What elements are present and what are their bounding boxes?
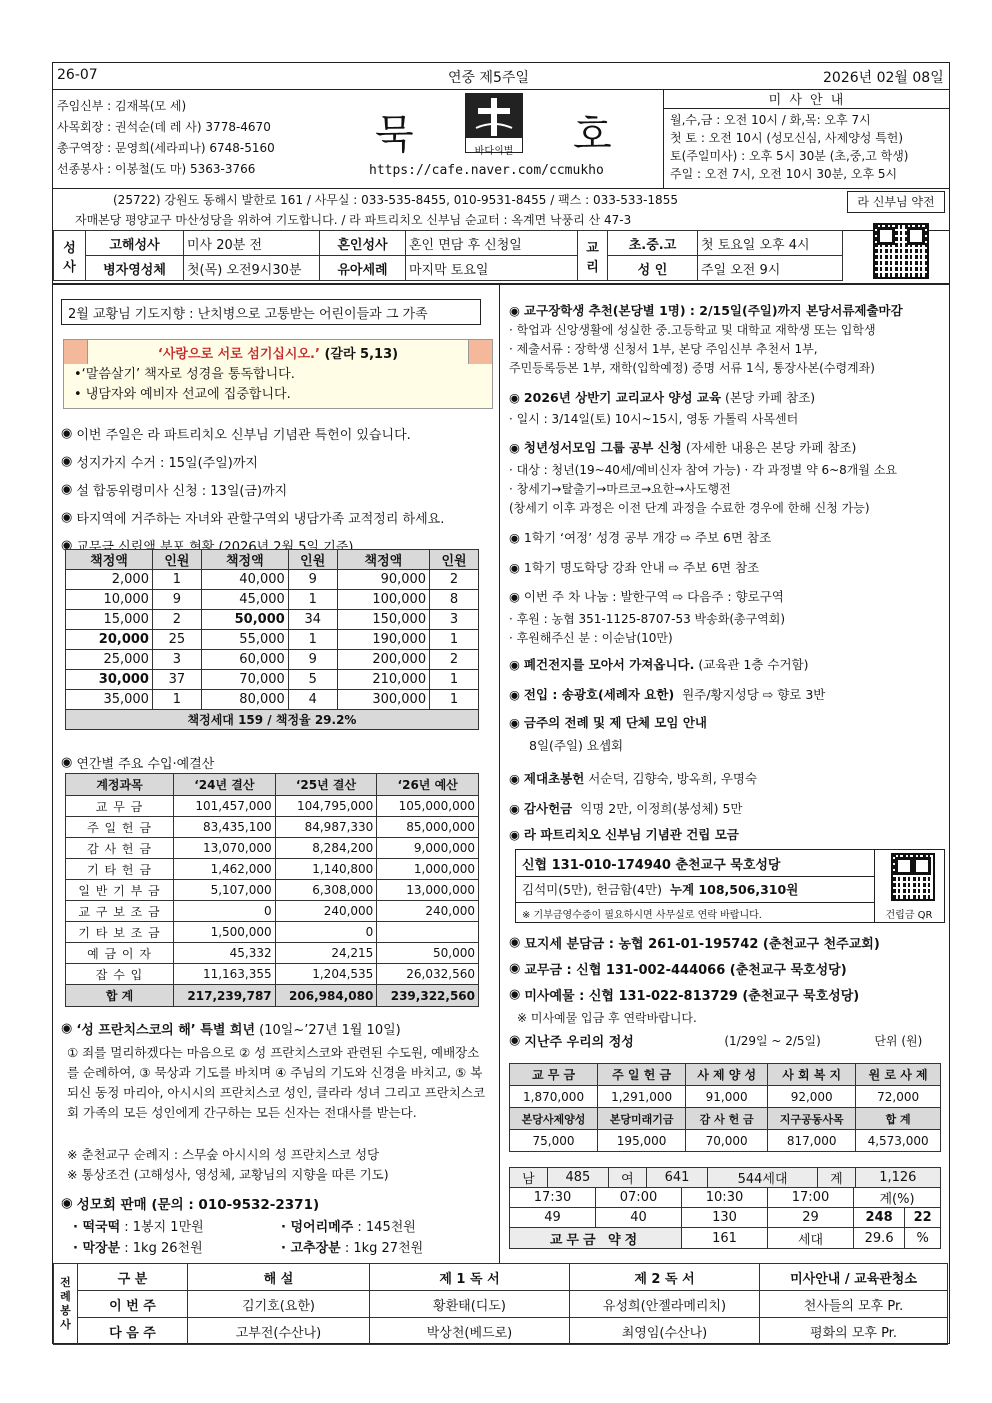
pledge-row: 30,000 37 70,000 5 210,000 1 <box>66 670 479 690</box>
pledge-table: 책정액 인원 책정액 인원 책정액 인원 2,000 1 40,000 9 90,000 2 10,000 9 45,000 1 100,000 8 15,000 2 50,000 34 150,000 3 20,000 25 55,000 1 190,000 1 25,000 3 60,000 9 200,000 2 30,000 37 70,000 5 210,000 1 35,000 1 80,000 4 300,000 1 책정세대 159 / 책정율 29.2% <box>65 549 479 730</box>
theme-bar-left <box>64 340 88 364</box>
budget-row: 교 구 보 조 금 0 240,000 240,000 <box>66 901 479 922</box>
sacrament-side: 성 사 <box>54 231 86 281</box>
mass-guide <box>663 89 950 188</box>
profile-qr-icon[interactable] <box>873 223 929 279</box>
offering-table: 교 무 금 주 일 헌 금 사 제 양 성 사 회 복 지 원 로 사 제 1,870,000 1,291,000 91,000 92,000 72,000 본당사제양성 본당미래기금 감 사 헌 금 지구공동사목 합 계 75,000 195,000 70,000 817,000 4,573,000 <box>509 1063 941 1152</box>
staff-row: 선종봉사 : 이봉철(도 마) 5363-3766 <box>57 161 256 176</box>
memorial-note: ※ 기부금영수증이 필요하시면 사무실로 연락 바랍니다. <box>522 910 762 921</box>
attendance-times: 17:30 07:00 10:30 17:00 계(%) 49 40 130 29 248 22 교무금 약정 161 세대 29.6 % <box>509 1187 941 1249</box>
bible-study: 1학기 ‘여정’ 성경 공부 개강 ⇨ 주보 6면 참조 <box>523 530 772 545</box>
budget-row: 잡 수 입 11,163,355 1,204,535 26,032,560 <box>66 964 479 985</box>
theme-point: •‘말씀살기’ 책자로 성경을 통독합니다. <box>74 367 295 382</box>
sacrament-table: 성 사 고해성사 미사 20분 전 혼인성사 혼인 면담 후 신청일 교 리 초.중.고 첫 토요일 오후 4시 병자영성체 첫(목) 오전9시30분 유아세례 마지막 토요일 성 인 주일 오전 9시 <box>53 230 843 281</box>
budget-row: 교 무 금 101,457,000 104,795,000 105,000,000 <box>66 796 479 817</box>
right-column: ◉ 교구장학생 추천(본당별 1명) : 2/15일(주일)까지 본당서류제출마감 · 학업과 신앙생활에 성실한 중.고등학교 및 대학교 재학생 또는 입학생 · 제출서류 : 장학생 신청서 1부, 본당 주임신부 추천서 1부, 주민등록등본 1부, 재학(입학예정) 증명 서류 1식, 통장사본(수령계좌) ◉ 2026년 상반기 교리교사 양성 교육 (본당 카페 참조) · 일시 : 3/14일(토) 10시~15시, 영동 가톨릭 사목센터 ◉ 청년성서모임 그룹 공부 신청 (자세한 내용은 본당 카페 참조) · 대상 : 청년(19~40세/예비신자 참여 가능) · 각 과정별 약 6~8개월 소요 · 창세기→탈출기→마르코→요한→사도행전 (창세기 이후 과정은 이전 단계 과정을 수료한 경우에 한해 신청 가능) ◉ 1학기 ‘여정’ 성경 공부 개강 ⇨ 주보 6면 참조 ◉ 1학기 명도학당 강좌 안내 ⇨ 주보 6면 참조 ◉ 이번 주 차 나눔 : 발한구역 ⇨ 다음주 : 향로구역 · 후원 : 농협 351-1125-8707-53 박송화(총구역회) · 후원해주신 분 : 이순남(10만) ◉ 폐건전지를 모아서 가져옵니다. (교육관 1층 수거함) ◉ 전입 : 송광호(세례자 요한) 원주/황지성당 ⇨ 향로 3반 ◉ 금주의 전례 및 제 단체 모임 안내 8일(주일) 요셉회 ◉ 제대초봉헌 서순덕, 김향숙, 방옥희, 우명숙 ◉ 감사헌금 익명 2만, 이정희(봉성체) 5만 ◉ 라 파트리치오 신부님 기념관 건립 모금 <box>509 302 903 842</box>
notice-item: 이번 주일은 라 파트리치오 신부님 기념관 특헌이 있습니다. <box>76 427 411 443</box>
pledge-row: 35,000 1 80,000 4 300,000 1 <box>66 690 479 710</box>
title-bar <box>53 63 948 89</box>
francis-title: ◉ ‘성 프란치스코의 해’ 특별 희년 (10일~’27년 1월 10일) <box>61 1021 401 1038</box>
parish-name-right: 호 <box>573 112 612 158</box>
issue-number: 26-07 <box>57 67 98 83</box>
theme-quote: ‘사랑으로 서로 섬기십시오.’ <box>157 346 320 362</box>
prayer-intention: 2월 교황님 기도지향 : 난치병으로 고통받는 어린이들과 그 가족 <box>61 299 481 325</box>
attendance-table: 남 485 여 641 544세대 계 1,126 <box>509 1167 941 1188</box>
account-item: 미사예물 : 신협 131-022-813729 (춘천교구 묵호성당) <box>524 988 860 1004</box>
account-item: 교무금 : 신협 131-002-444066 (춘천교구 묵호성당) <box>524 962 847 978</box>
notice-list: ◉ 이번 주일은 라 파트리치오 신부님 기념관 특헌이 있습니다. ◉ 성지가지 수거 : 15일(주일)까지 ◉ 설 합동위령미사 신청 : 13일(금)까지 ◉ 타지역에 거주하는 자녀와 관할구역외 냉담가족 교적정리 하세요. ◉ 교무금 신립액 분포 현황 (2026년 2월 5일 기준) <box>61 425 445 555</box>
memorial-box: 신협 131-010-174940 춘천교구 묵호성당 김석미(5만), 헌금함(4만) 누계 108,506,310원 ※ 기부금영수증이 필요하시면 사무실로 연락 바랍니다. 건립금 QR <box>515 849 945 923</box>
logo-caption: 바다의별 <box>474 146 514 157</box>
cafe-url[interactable]: https://cafe.naver.com/ccmukho <box>369 163 604 178</box>
staff-row: 사목회장 : 권석순(데 레 사) 3778-4670 <box>57 119 271 134</box>
theme-ref: (갈라 5,13) <box>324 346 399 362</box>
staff-row: 총구역장 : 문영희(세라피나) 6748-5160 <box>57 140 275 155</box>
budget-row: 주 일 헌 금 83,435,100 84,987,330 85,000,000 <box>66 817 479 838</box>
memorial-qr-icon[interactable] <box>891 853 935 901</box>
budget-row: 기 타 보 조 금 1,500,000 0 <box>66 922 479 943</box>
page-title: 연중 제5주일 <box>448 70 529 86</box>
service-side: 전 례 봉 사 <box>54 1264 78 1345</box>
notice-item: 성지가지 수거 : 15일(주일)까지 <box>76 455 258 471</box>
budget-table: 계정과목 ‘24년 결산 ‘25년 결산 ‘26년 예산 교 무 금 101,457,000 104,795,000 105,000,000 주 일 헌 금 83,435,100 84,987,330 85,000,000 감 사 헌 금 13,070,000 8,284,200 9,000,000 기 타 헌 금 1,462,000 1,140,800 1,000,000 일 반 기 부 금 5,107,000 6,308,000 13,000,000 교 구 보 조 금 0 240,000 240,000 기 타 보 조 금 1,500,000 0 예 금 이 자 45,332 24,215 50,000 잡 수 입 11,163,355 1,204,535 26,032,560 합 계 217,239,787 206,984,080 239,322,560 <box>65 773 479 1007</box>
address-line: (25722) 강원도 동해시 발한로 161 / 사무실 : 033-535-8455, 010-9531-8455 / 팩스 : 033-533-1855 <box>113 193 678 207</box>
profile-link[interactable]: 라 신부님 약전 <box>847 191 945 213</box>
mass-line: 첫 토 : 오전 10시 (성모신심, 사제양성 특헌) <box>670 131 904 145</box>
catechism-side: 교 리 <box>578 231 608 281</box>
budget-title: ◉ 연간별 주요 수입·예결산 <box>61 755 215 772</box>
pledge-title: 교무금 신립액 분포 현황 (2026년 2월 5일 기준) <box>76 539 354 555</box>
account-list: ◉ 묘지세 분담금 : 농협 261-01-195742 (춘천교구 천주교회) ◉ 교무금 : 신협 131-002-444066 (춘천교구 묵호성당) ◉ 미사예물 : 신협 131-022-813729 (춘천교구 묵호성당) ※ 미사예물 입금 후 연락바랍니다. ◉ 지난주 우리의 정성 (1/29일 ~ 2/5일) 단위 (원) <box>509 934 923 1050</box>
bulletin-page <box>52 62 950 1344</box>
share-title: 이번 주 차 나눔 : 발한구역 ⇨ 다음주 : 향로구역 <box>523 589 784 604</box>
issue-date: 2026년 02월 08일 <box>823 70 944 86</box>
mass-guide-title: 미 사 안 내 <box>664 89 950 109</box>
pledge-row: 25,000 3 60,000 9 200,000 2 <box>66 650 479 670</box>
notice-item: 설 합동위령미사 신청 : 13일(금)까지 <box>76 483 288 499</box>
sale-title: ◉ 성모회 판매 (문의 : 010-9532-2371) <box>61 1195 320 1213</box>
memorial-account: 신협 131-010-174940 춘천교구 묵호성당 <box>522 858 781 873</box>
mass-line: 주일 : 오전 7시, 오전 10시 30분, 오후 5시 <box>670 167 898 181</box>
theme-bar-right <box>468 340 492 364</box>
sister-parish-line: 자매본당 평양교구 마산성당을 위하여 기도합니다. / 라 파트리치오 신부님 순교터 : 옥계면 낙풍리 산 47-3 <box>75 213 632 227</box>
parish-name-left: 묵 <box>375 112 414 158</box>
francis-body: ① 죄를 멀리하겠다는 마음으로 ② 성 프란치스코와 관련된 수도원, 예배장소를 순례하여, ③ 묵상과 기도를 바치며 ④ 주님의 기도와 신경을 바치고, ⑤ 복되신 동정 마리아, 아시시의 프란치스코 성인, 클라라 성녀 그리고 프란치스코회 가족의 모든 성인에게 간구하는 모든 신자는 전대사를 받는다. <box>67 1045 486 1120</box>
budget-row: 기 타 헌 금 1,462,000 1,140,800 1,000,000 <box>66 859 479 880</box>
pledge-summary: 책정세대 159 / 책정율 29.2% <box>66 710 479 730</box>
mass-line: 월,수,금 : 오전 10시 / 화,목: 오후 7시 <box>670 113 871 127</box>
staff-row: 주임신부 : 김재복(모 세) <box>57 99 187 113</box>
parish-theme-box <box>63 339 493 409</box>
pledge-row: 15,000 2 50,000 34 150,000 3 <box>66 610 479 630</box>
pledge-row: 20,000 25 55,000 1 190,000 1 <box>66 630 479 650</box>
mass-line: 토(주일미사) : 오후 5시 30분 (초,중,고 학생) <box>670 149 909 163</box>
budget-row: 일 반 기 부 금 5,107,000 6,308,000 13,000,000 <box>66 880 479 901</box>
memorial-qr-label: 건립금 QR <box>885 910 933 921</box>
pledge-row: 2,000 1 40,000 9 90,000 2 <box>66 570 479 590</box>
theme-point: • 냉담자와 예비자 선교에 집중합니다. <box>74 387 291 402</box>
notice-item: 타지역에 거주하는 자녀와 관할구역외 냉담가족 교적정리 하세요. <box>76 511 445 527</box>
account-item: 묘지세 분담금 : 농협 261-01-195742 (춘천교구 천주교회) <box>524 936 880 952</box>
parish-logo <box>465 93 523 157</box>
staff-list <box>57 95 307 179</box>
francis-notes: ※ 춘천교구 순례지 : 스무숲 아시시의 성 프란치스코 성당 ※ 통상조건 (고해성사, 영성체, 교황님의 지향을 따른 기도) <box>67 1147 389 1182</box>
pledge-row: 10,000 9 45,000 1 100,000 8 <box>66 590 479 610</box>
lecture-notice: 1학기 명도학당 강좌 안내 ⇨ 주보 6면 참조 <box>523 560 760 575</box>
cross-logo-icon <box>466 94 522 138</box>
budget-row: 예 금 이 자 45,332 24,215 50,000 <box>66 943 479 964</box>
sale-list: · 떡국떡 : 1봉지 1만원 · 덩어리메주 : 145천원 · 막장분 : 1kg 26천원 · 고추장분 : 1kg 27천원 <box>73 1220 424 1256</box>
liturgy-service-table: 전 례 봉 사 구 분 해 설 제 1 독 서 제 2 독 서 미사안내 / 교육관청소 이 번 주 김기호(요한) 황환태(디도) 유성희(안젤라메리치) 천사들의 모후 Pr. 다 음 주 고부전(수산나) 박상천(베드로) 최영임(수산나) 평화의 모후 Pr. <box>53 1263 948 1345</box>
scholar-title: 교구장학생 추천(본당별 1명) : 2/15일(주일)까지 본당서류제출마감 <box>523 303 903 318</box>
budget-row: 감 사 헌 금 13,070,000 8,284,200 9,000,000 <box>66 838 479 859</box>
